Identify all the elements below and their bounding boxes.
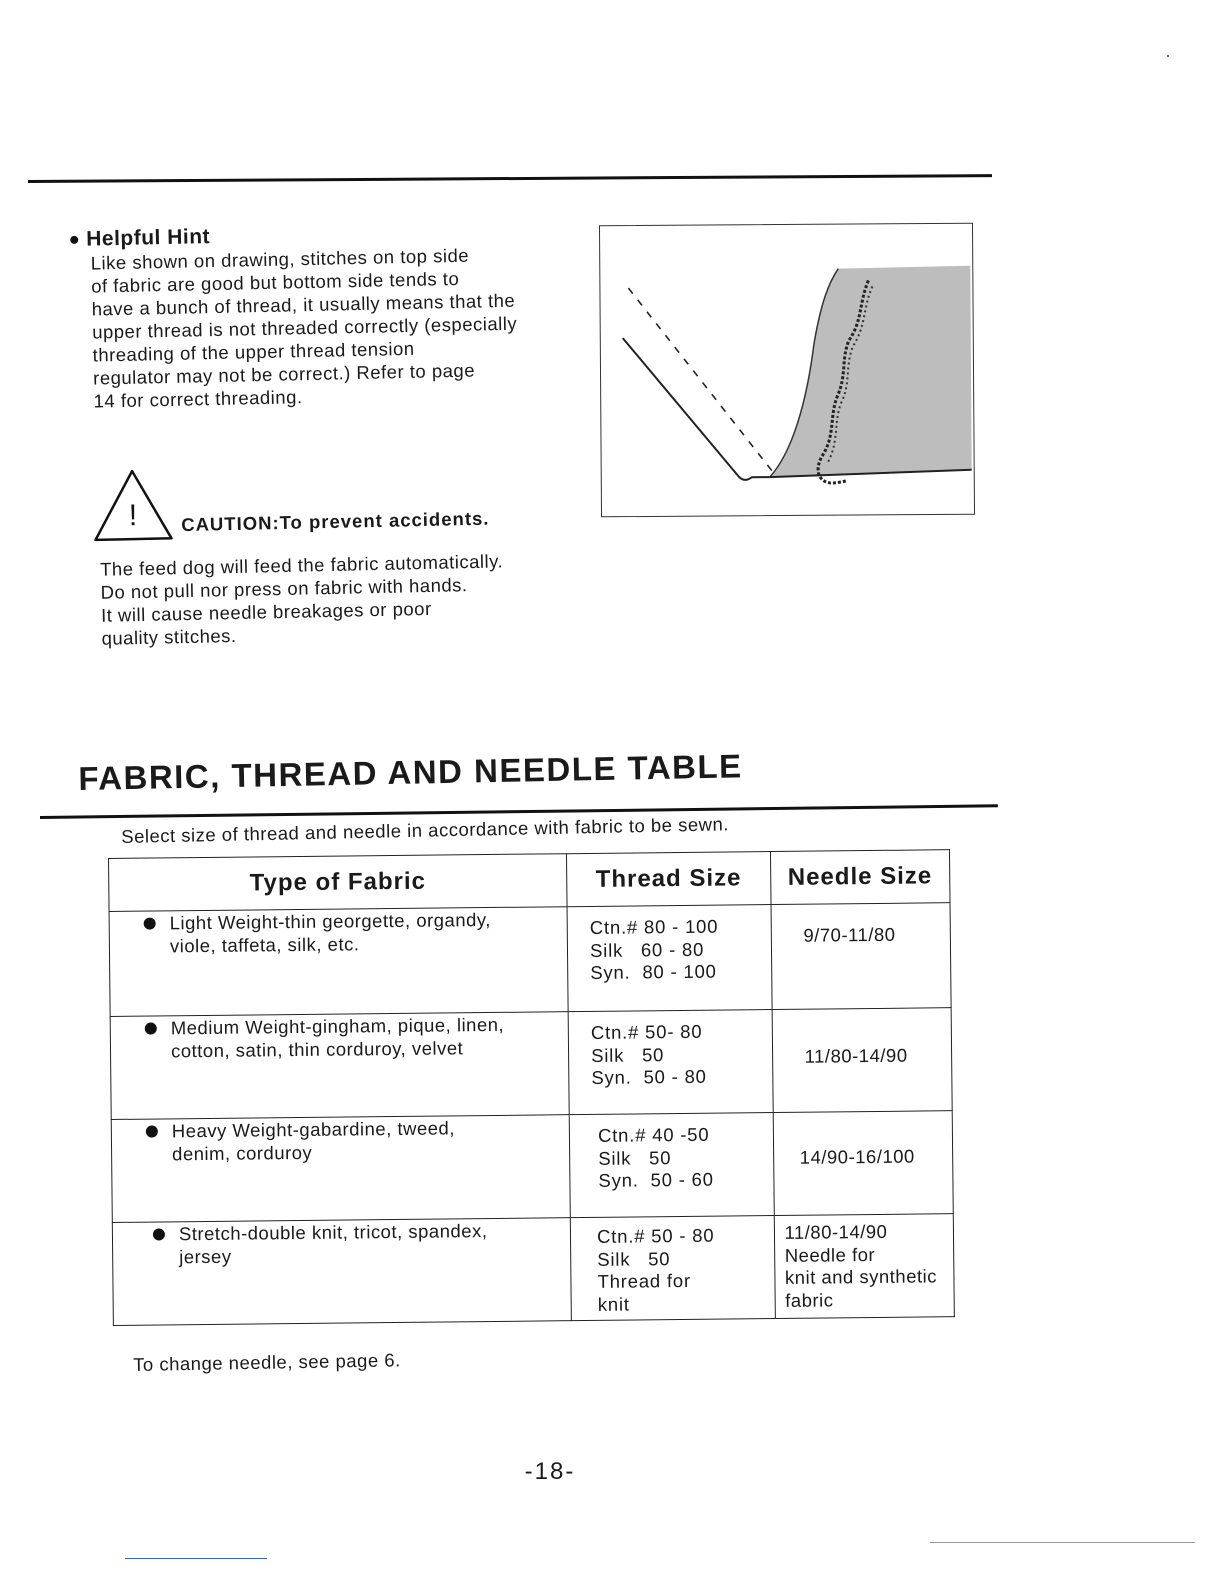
fabric-fold-line (623, 337, 738, 476)
fabric-text: Stretch-double knit, tricot, spandex, (178, 1220, 488, 1245)
fabric-cell (111, 1115, 570, 1223)
table-row (111, 1111, 953, 1223)
fabric-text: viole, taffeta, silk, etc. (169, 933, 360, 957)
scan-line-right (930, 1542, 1195, 1543)
helpful-hint-title: Helpful Hint (85, 225, 211, 251)
fabric-text: cotton, satin, thin corduroy, velvet (170, 1037, 464, 1062)
fabric-cell (110, 1012, 569, 1120)
thread-text: Syn. 50 - 80 (591, 1065, 707, 1088)
needle-text: 11/80-14/90 (784, 1220, 888, 1243)
thread-cell (570, 1216, 775, 1321)
thread-text: Silk 50 (591, 1043, 665, 1066)
bullet-icon (144, 918, 156, 930)
table-row (112, 1214, 954, 1326)
page-number: -18- (524, 1458, 576, 1485)
thread-cell (569, 1113, 774, 1218)
thread-cell (568, 1010, 773, 1115)
scan-speck (1167, 55, 1169, 57)
thread-text: Silk 50 (597, 1247, 671, 1270)
thread-cell (567, 905, 772, 1012)
caution-title: CAUTION:To prevent accidents. (180, 507, 490, 536)
thread-text: Ctn.# 50 - 80 (596, 1224, 715, 1247)
bullet-icon (146, 1125, 158, 1137)
thread-text: Silk 60 - 80 (589, 938, 705, 961)
footnote: To change needle, see page 6. (133, 1349, 401, 1375)
fabric-stitch-drawing (600, 224, 974, 517)
needle-text: Needle for (784, 1243, 876, 1266)
fabric-fold-corner (738, 475, 770, 480)
table-header-row (109, 850, 951, 912)
needle-text: 9/70-11/80 (803, 923, 896, 946)
helpful-hint (70, 217, 584, 413)
needle-cell (773, 1111, 954, 1216)
section-intro: Select size of thread and needle in accordance with fabric to be sewn. (121, 813, 730, 847)
fabric-cell (109, 907, 568, 1017)
warning-triangle-icon (90, 466, 176, 544)
section-title: FABRIC, THREAD AND NEEDLE TABLE (78, 747, 743, 797)
stitch-guide-dashed-line (628, 287, 773, 474)
thread-text: Ctn.# 40 -50 (597, 1123, 710, 1146)
bullet-icon (145, 1022, 157, 1034)
fabric-text: Heavy Weight-gabardine, tweed, (171, 1117, 456, 1142)
table-row (110, 1008, 952, 1120)
thread-text: Syn. 50 - 60 (598, 1168, 714, 1191)
fabric-cell (112, 1218, 571, 1326)
thread-text: Syn. 80 - 100 (590, 960, 717, 983)
needle-text: fabric (785, 1288, 834, 1311)
needle-cell (772, 1008, 953, 1113)
caution (90, 457, 614, 650)
scan-line-left (125, 1558, 267, 1559)
header-needle-size: Needle Size (770, 850, 950, 905)
spec-table (108, 849, 955, 1326)
thread-text: knit (597, 1293, 630, 1315)
needle-text: 11/80-14/90 (804, 1044, 908, 1067)
bullet-icon (153, 1228, 165, 1240)
fabric-text: denim, corduroy (171, 1141, 313, 1165)
thread-text: Ctn.# 80 - 100 (589, 915, 719, 938)
thread-text: Ctn.# 50- 80 (590, 1020, 703, 1043)
fabric-text: Light Weight-thin georgette, organdy, (169, 908, 491, 934)
needle-cell (774, 1214, 955, 1319)
helpful-hint-body: Like shown on drawing, stitches on top side of fabric are good but bottom side tends to have a bunch of thread, it usually means that the upper thread is not threaded correctly (especially threading of the upper thread tension regulator may not be correct.) Refer to page 14 for correct threading. (90, 244, 518, 412)
table-row (109, 903, 951, 1017)
fabric-text: Medium Weight-gingham, pique, linen, (170, 1013, 505, 1039)
stitch-illustration (599, 223, 975, 518)
header-thread-size: Thread Size (567, 852, 771, 907)
top-rule (28, 174, 992, 183)
section-rule (40, 804, 998, 818)
caution-symbol: ! (128, 499, 138, 533)
needle-text: 14/90-16/100 (799, 1145, 915, 1168)
fabric-thread-needle-table (108, 849, 959, 1326)
needle-text: knit and synthetic (784, 1265, 938, 1288)
thread-text: Thread for (597, 1269, 692, 1292)
header-type-of-fabric: Type of Fabric (109, 854, 568, 912)
fabric-swatch (768, 266, 971, 477)
caution-body: The feed dog will feed the fabric automatically. Do not pull nor press on fabric with hands. It will cause needle breakages or poor quality stitches. (99, 550, 504, 649)
thread-text: Silk 50 (598, 1146, 672, 1169)
bullet-icon (70, 236, 78, 244)
fabric-text: jersey (179, 1245, 232, 1268)
needle-cell (771, 903, 952, 1010)
